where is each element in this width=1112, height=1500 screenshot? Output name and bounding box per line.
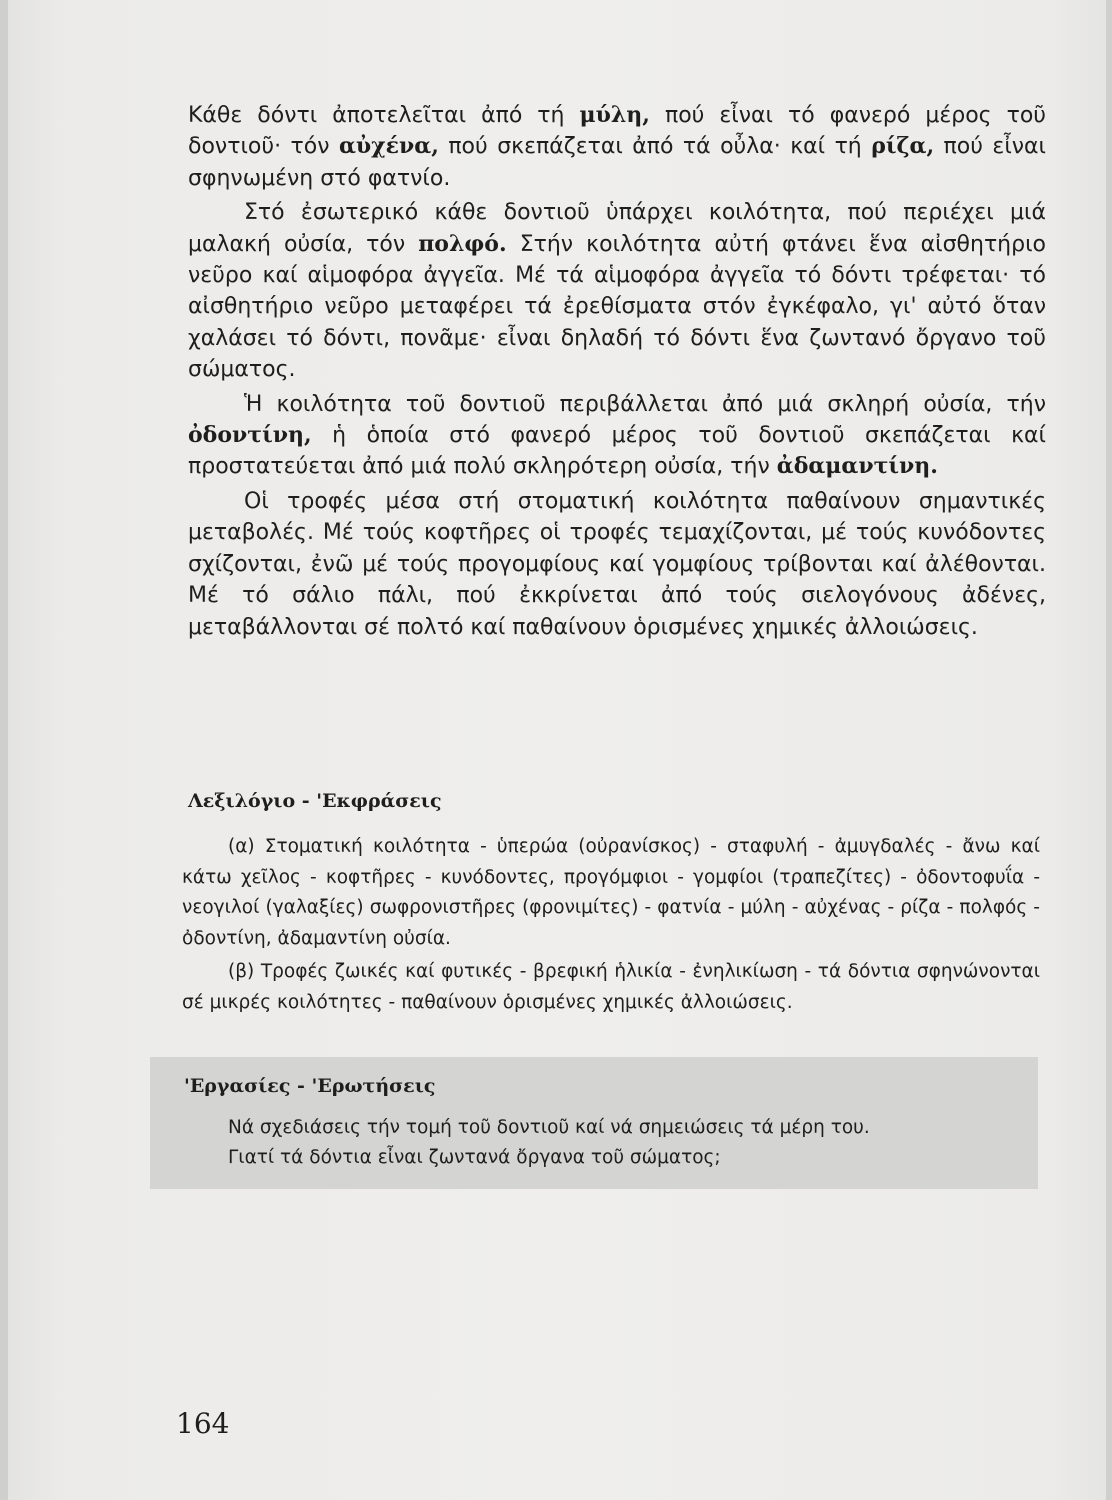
paragraph-text: Κάθε δόντι ἀποτελεῖται ἀπό τή	[188, 103, 580, 128]
body-text	[188, 100, 1046, 646]
paragraph-text: πού εἶναι τό φανερό μέρος τοῦ δοντιοῦ· τόν	[188, 103, 1047, 160]
key-term: πολφό.	[418, 230, 507, 257]
paragraph-dentin-enamel	[188, 389, 1046, 483]
vocabulary-item-b: (β) Τροφές ζωικές καί φυτικές - βρεφική ἡλικία - ἐνηλικίωση - τά δόντια σφηνώνονται σέ μικρές κοιλότητες - παθαίνουν ὁρισμένες χημικές ἀλλοιώσεις.	[182, 961, 1040, 1013]
exercise-question-1: Νά σχεδιάσεις τήν τομή τοῦ δοντιοῦ καί νά σημειώσεις τά μέρη του.	[228, 1117, 870, 1138]
page-number: 164	[176, 1407, 230, 1440]
exercises-title: 'Εργασίες - 'Ερωτήσεις	[184, 1075, 436, 1097]
paragraph-text: Στό ἐσωτερικό κάθε δοντιοῦ ὑπάρχει κοιλότητα, πού περιέχει μιά μαλακή οὐσία, τόν	[188, 200, 1046, 257]
paragraph-text: Στήν κοιλότητα αὐτή φτάνει ἕνα αἰσθητήριο νεῦρο καί αἱμοφόρα ἀγγεῖα. Μέ τά αἱμοφόρα ἀγγεῖα τό δόντι τρέφεται· τό αἰσθητήριο νεῦρο μεταφέρει τά ἐρεθίσματα στόν ἐγκέφαλο, γι' αὐτό ὅταν χαλάσει τό δόντι, πονᾶμε· εἶναι δηλαδή τό δόντι ἕνα ζωντανό ὄργανο τοῦ σώματος.	[188, 231, 1046, 383]
page-left-edge	[0, 0, 8, 1500]
key-term: μύλη,	[579, 102, 650, 128]
vocabulary-item-a: (α) Στοματική κοιλότητα - ὑπερώα (οὐρανίσκος) - σταφυλή - ἀμυγδαλές - ἄνω καί κάτω χεῖλος - κοφτῆρες - κυνόδοντες, προγόμφιοι - γομφίοι (τραπεζίτες) - ὀδοντοφυΐα - νεογιλοί (γαλαξίες) σωφρονιστῆρες (φρονιμίτες) - φατνία - μύλη - αὐχένας - ρίζα - πολφός - ὀδοντίνη, ἀδαμαντίνη οὐσία.	[182, 836, 1040, 949]
paragraph-crown-neck-root	[188, 100, 1046, 194]
paragraph-text: Ἡ κοιλότητα τοῦ δοντιοῦ περιβάλλεται ἀπό μιά σκληρή οὐσία, τήν	[244, 391, 1046, 417]
exercise-question-2: Γιατί τά δόντια εἶναι ζωντανά ὄργανα τοῦ σώματος;	[228, 1147, 721, 1168]
paragraph-pulp	[188, 197, 1046, 385]
key-term: ὀδοντίνη,	[188, 422, 312, 449]
key-term: ρίζα,	[871, 133, 935, 160]
paragraph-text: πού εἶναι σφηνωμένη στό φατνίο.	[188, 134, 1046, 191]
paragraph-text: Οἱ τροφές μέσα στή στοματική κοιλότητα παθαίνουν σημαντικές μεταβολές. Μέ τούς κοφτῆρες οἱ τροφές τεμαχίζονται, μέ τούς κυνόδοντες σχίζονται, ἐνῶ μέ τούς προγομφίους καί γομφίους τρίβονται καί ἀλέθονται. Μέ τό σάλιο πάλι, πού ἐκκρίνεται ἀπό τούς σιελογόνους ἀδένες, μεταβάλλονται σέ πολτό καί παθαίνουν ὁρισμένες χημικές ἀλλοιώσεις.	[188, 488, 1046, 640]
paragraph-text: πού σκεπάζεται ἀπό τά οὖλα· καί τή	[438, 134, 872, 160]
key-term: αὐχένα,	[338, 133, 439, 160]
vocabulary-title: Λεξιλόγιο - 'Εκφράσεις	[188, 790, 442, 812]
paragraph-food-changes	[188, 486, 1046, 643]
page-right-edge	[1106, 0, 1112, 1500]
key-term: ἀδαμαντίνη.	[776, 453, 938, 480]
paragraph-text: ἡ ὁποία στό φανερό μέρος τοῦ δοντιοῦ σκεπάζεται καί προστατεύεται ἀπό μιά πολύ σκληρότερη οὐσία, τήν	[188, 423, 1046, 480]
vocabulary-list	[182, 832, 1040, 1021]
